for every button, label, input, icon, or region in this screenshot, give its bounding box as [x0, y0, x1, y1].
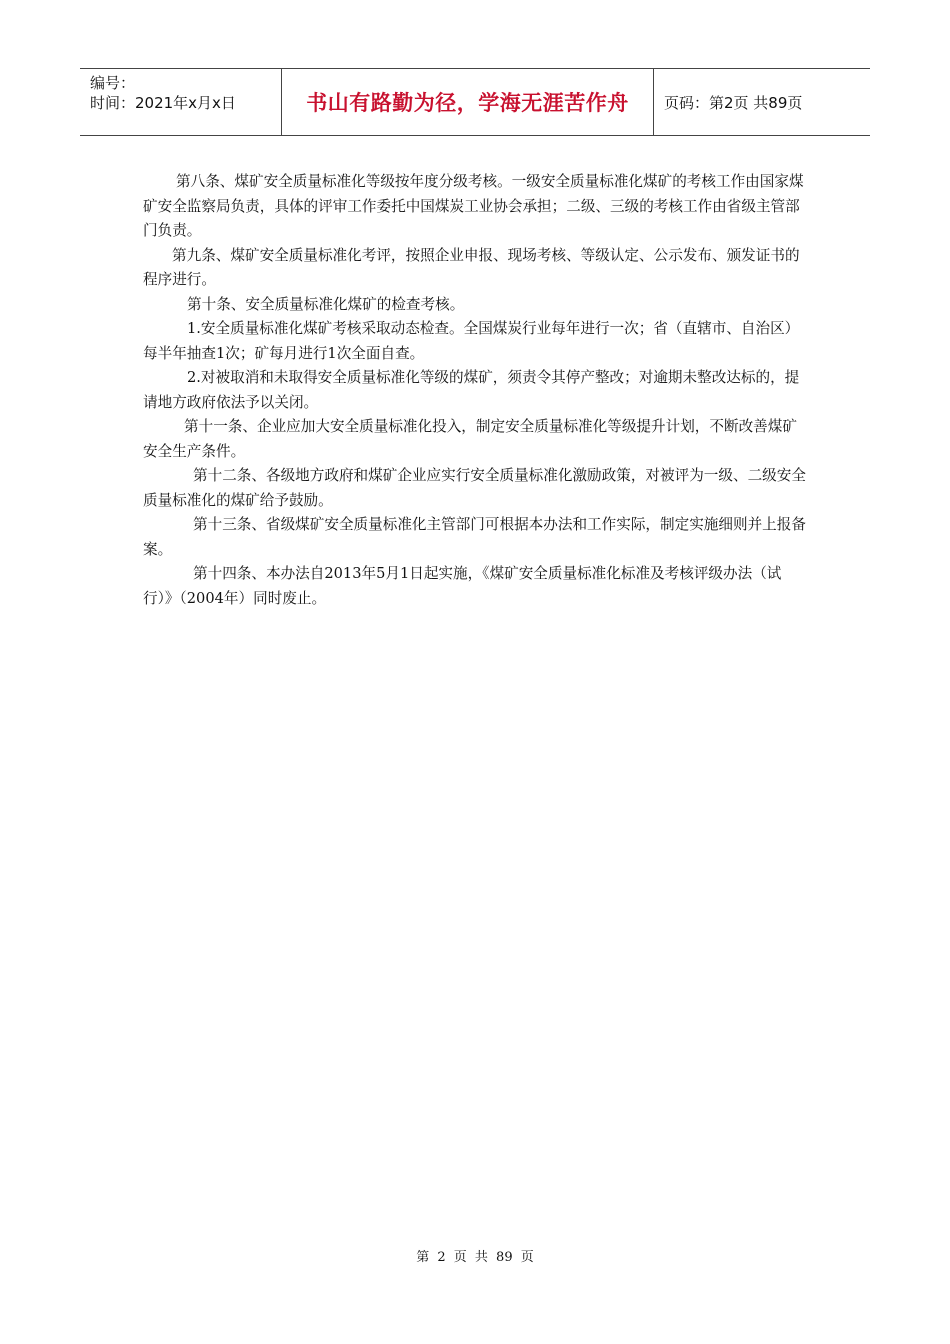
header-meta	[80, 69, 282, 135]
page-footer: 第 2 页 共 89 页	[416, 1250, 534, 1265]
document-header	[80, 68, 870, 136]
document-body	[143, 170, 807, 611]
article-13: 第十三条、省级煤矿安全质量标准化主管部门可根据本办法和工作实际，制定实施细则并上报备案。	[143, 516, 806, 558]
article-10: 第十条、安全质量标准化煤矿的检查考核。	[187, 295, 465, 313]
article-9: 第九条、煤矿安全质量标准化考评，按照企业申报、现场考核、等级认定、公示发布、颁发证书的程序进行。	[143, 246, 800, 288]
article-10-item-1: 1.安全质量标准化煤矿考核采取动态检查。全国煤炭行业每年进行一次；省（直辖市、自治区）每半年抽查1次；矿每月进行1次全面自查。	[143, 320, 800, 362]
document-date-label: 时间：2021年x月x日	[90, 94, 236, 112]
article-10-item-2: 2.对被取消和未取得安全质量标准化等级的煤矿，须责令其停产整改；对逾期未整改达标的，提请地方政府依法予以关闭。	[143, 369, 800, 411]
article-14: 第十四条、本办法自2013年5月1日起实施，《煤矿安全质量标准化标准及考核评级办法（试行）》（2004年）同时废止。	[143, 565, 782, 607]
article-12: 第十二条、各级地方政府和煤矿企业应实行安全质量标准化激励政策，对被评为一级、二级安全质量标准化的煤矿给予鼓励。	[143, 467, 806, 509]
article-8: 第八条、煤矿安全质量标准化等级按年度分级考核。一级安全质量标准化煤矿的考核工作由国家煤矿安全监察局负责，具体的评审工作委托中国煤炭工业协会承担；二级、三级的考核工作由省级主管部门负责。	[143, 173, 804, 239]
header-page-label: 页码：第2页 共89页	[664, 93, 803, 112]
header-slogan: 书山有路勤为径，学海无涯苦作舟	[282, 69, 654, 135]
document-code-label: 编号：	[90, 74, 136, 92]
article-11: 第十一条、企业应加大安全质量标准化投入，制定安全质量标准化等级提升计划，不断改善煤矿安全生产条件。	[143, 418, 797, 460]
